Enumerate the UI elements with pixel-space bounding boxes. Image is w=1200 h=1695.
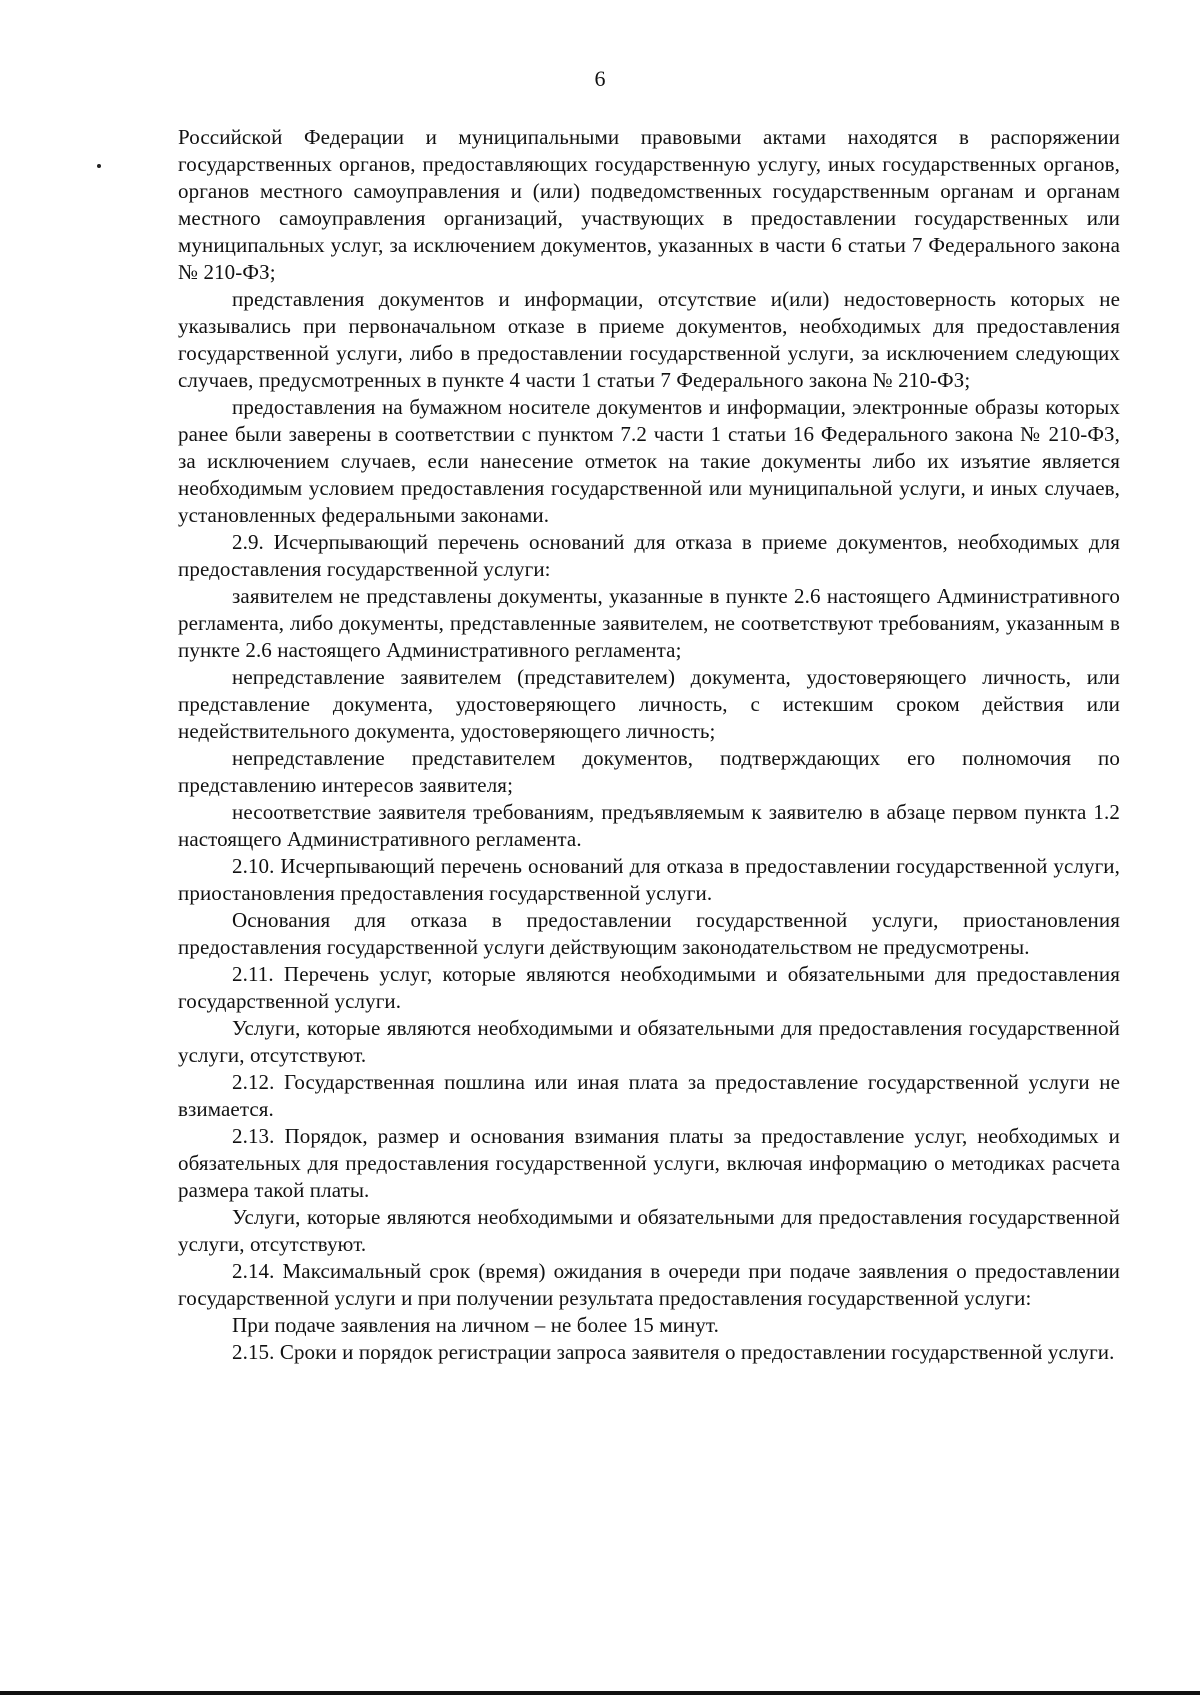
document-body [178, 124, 1120, 1366]
section-2-14-heading: 2.14. Максимальный срок (время) ожидания в очереди при подаче заявления о предоставлении государственной услуги и при получении результата предоставления государственной услуги: [178, 1259, 1120, 1310]
paragraph: При подаче заявления на личном – не более 15 минут. [232, 1313, 719, 1337]
paragraph: заявителем не представлены документы, указанные в пункте 2.6 настоящего Административного регламента, либо документы, представленные заявителем, не соответствуют требованиям, указанным в пункте 2.6 настоящего Административного регламента; [178, 584, 1120, 662]
paragraph: непредставление заявителем (представителем) документа, удостоверяющего личность, или представление документа, удостоверяющего личность, с истекшим сроком действия или недействительного документа, удостоверяющего личность; [178, 665, 1120, 743]
page-bottom-edge [0, 1691, 1200, 1695]
paragraph: предоставления на бумажном носителе документов и информации, электронные образы которых ранее были заверены в соответствии с пунктом 7.2 части 1 статьи 16 Федерального закона № 210-ФЗ, за исключением случаев, если нанесение отметок на такие документы либо их изъятие является необходимым условием предоставления государственной или муниципальной услуги, и иных случаев, установленных федеральными законами. [178, 395, 1120, 527]
paragraph-continuation: Российской Федерации и муниципальными правовыми актами находятся в распоряжении государственных органов, предоставляющих государственную услугу, иных государственных органов, органов местного самоуправления и (или) подведомственных государственным органам и органам местного самоуправления организаций, участвующих в предоставлении государственных или муниципальных услуг, за исключением документов, указанных в части 6 статьи 7 Федерального закона № 210-ФЗ; [178, 125, 1120, 284]
section-2-13-heading: 2.13. Порядок, размер и основания взимания платы за предоставление услуг, необходимых и обязательных для предоставления государственной услуги, включая информацию о методиках расчета размера такой платы. [178, 1124, 1120, 1202]
section-2-10-heading: 2.10. Исчерпывающий перечень оснований для отказа в предоставлении государственной услуги, приостановления предоставления государственной услуги. [178, 854, 1120, 905]
paragraph: несоответствие заявителя требованиям, предъявляемым к заявителю в абзаце первом пункта 1.2 настоящего Административного регламента. [178, 800, 1120, 851]
section-2-9-heading: 2.9. Исчерпывающий перечень оснований для отказа в приеме документов, необходимых для предоставления государственной услуги: [178, 530, 1120, 581]
page-number: 6 [594, 66, 606, 91]
paragraph: Услуги, которые являются необходимыми и обязательными для предоставления государственной услуги, отсутствуют. [178, 1205, 1120, 1256]
paragraph: представления документов и информации, отсутствие и(или) недостоверность которых не указывались при первоначальном отказе в приеме документов, необходимых для предоставления государственной услуги, либо в предоставлении государственной услуги, за исключением следующих случаев, предусмотренных в пункте 4 части 1 статьи 7 Федерального закона № 210-ФЗ; [178, 287, 1120, 392]
paragraph: Услуги, которые являются необходимыми и обязательными для предоставления государственной услуги, отсутствуют. [178, 1016, 1120, 1067]
paragraph: Основания для отказа в предоставлении государственной услуги, приостановления предоставления государственной услуги действующим законодательством не предусмотрены. [178, 908, 1120, 959]
section-2-12-heading: 2.12. Государственная пошлина или иная плата за предоставление государственной услуги не взимается. [178, 1070, 1120, 1121]
paragraph: непредставление представителем документов, подтверждающих его полномочия по представлению интересов заявителя; [178, 746, 1120, 797]
section-2-11-heading: 2.11. Перечень услуг, которые являются необходимыми и обязательными для предоставления государственной услуги. [178, 962, 1120, 1013]
scan-artifact-dot [97, 164, 101, 168]
section-2-15-heading: 2.15. Сроки и порядок регистрации запроса заявителя о предоставлении государственной услуги. [232, 1340, 1115, 1364]
